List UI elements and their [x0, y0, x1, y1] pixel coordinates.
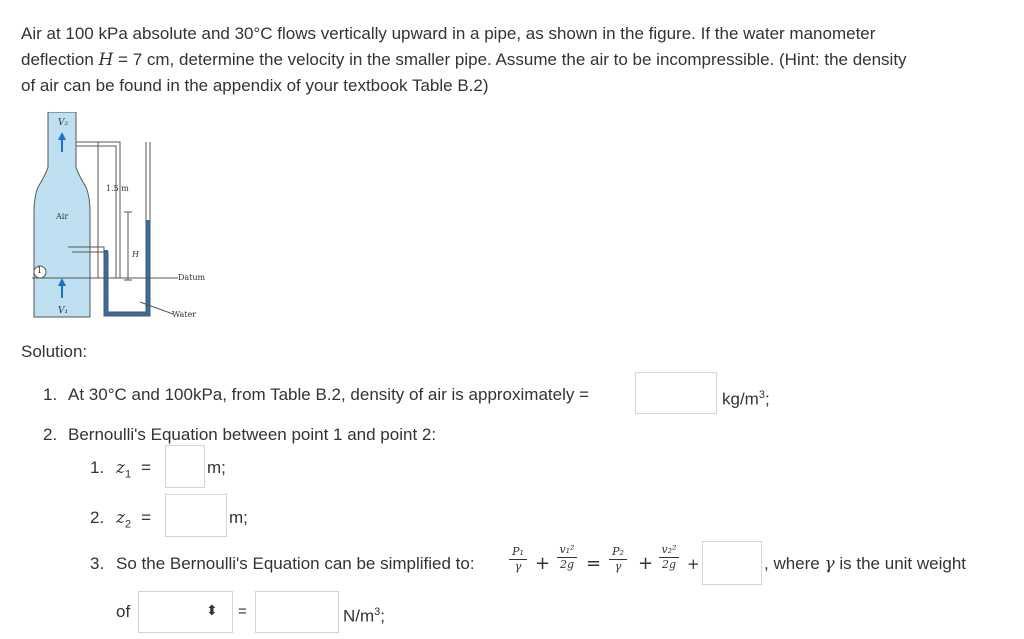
step-1-text: At 30°C and 100kPa, from Table B.2, density of air is approximately =: [68, 385, 590, 404]
step-1-number: 1.: [43, 385, 58, 404]
p1-over-gamma: P₁ γ: [509, 546, 527, 573]
z1-unit: m;: [207, 458, 226, 477]
density-unit: $kg/m^3$;: [722, 389, 770, 409]
v2-squared-over-2g: v₂² 2g: [659, 544, 679, 571]
z2-label: $z_2$ =: [116, 508, 152, 531]
unit-weight-input[interactable]: [255, 591, 339, 633]
problem-line-3: of air can be found in the appendix of your textbook Table B.2): [21, 76, 489, 95]
z2-unit: m;: [229, 508, 248, 527]
problem-statement: [21, 21, 1001, 99]
unit-weight-unit: $N/m^3$;: [343, 606, 386, 626]
plus-2: +: [638, 553, 654, 574]
density-input[interactable]: [635, 372, 717, 414]
air-label: Air: [56, 212, 69, 221]
h-label: H: [132, 250, 139, 259]
of-label: of: [116, 602, 131, 621]
plus-1: +: [535, 553, 551, 574]
plus-3: +: [687, 555, 700, 573]
fluid-select[interactable]: [138, 591, 233, 633]
sub-2-number: 2.: [90, 508, 105, 527]
solution-heading: Solution:: [21, 342, 88, 361]
equals-sign: =: [586, 553, 602, 574]
problem-line-1: Air at 100 kPa absolute and 30°C flows vertically upward in a pipe, as shown in the figure. If the water manometer: [21, 24, 876, 43]
p2-over-gamma: P₂ γ: [609, 546, 627, 573]
extra-term-input[interactable]: [702, 541, 762, 585]
sub-1-number: 1.: [90, 458, 105, 477]
step-2-text: Bernoulli's Equation between point 1 and point 2:: [68, 425, 437, 444]
sub-3-text: So the Bernoulli's Equation can be simplified to:: [116, 554, 475, 573]
pipe-manometer-figure: [28, 112, 228, 324]
select-arrows-icon: ⬍: [206, 603, 218, 619]
of-equals: =: [238, 603, 247, 620]
point-1-label: 1: [37, 266, 43, 275]
where-text: , where γ is the unit weight: [764, 554, 967, 574]
v1-label: V₁: [58, 306, 69, 316]
datum-label: Datum: [178, 273, 206, 282]
z1-label: $z_1$ =: [116, 458, 152, 481]
v1-squared-over-2g: v₁² 2g: [557, 544, 577, 571]
problem-line-2: deflection H = 7 cm, determine the velocity in the smaller pipe. Assume the air to be incompressible. (Hint: the density: [21, 50, 907, 70]
v2-label: V₂: [58, 118, 69, 128]
sub-3-number: 3.: [90, 554, 105, 573]
z2-input[interactable]: [165, 494, 227, 537]
water-label: Water: [172, 310, 197, 319]
z1-input[interactable]: [165, 445, 205, 488]
dimension-label: 1.5 m: [106, 184, 129, 193]
step-2-number: 2.: [43, 425, 58, 444]
